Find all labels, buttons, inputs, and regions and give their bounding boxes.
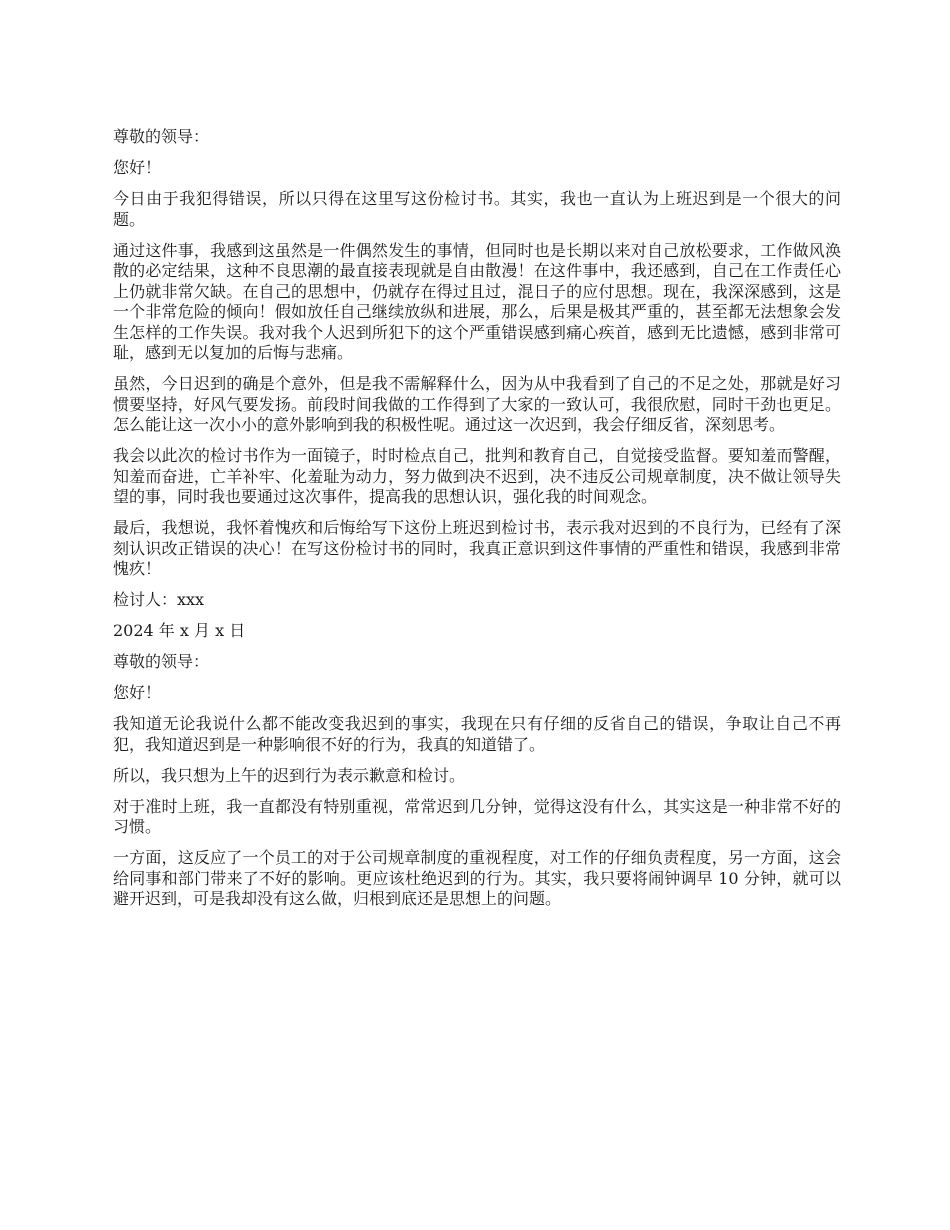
body-paragraph: 我知道无论我说什么都不能改变我迟到的事实，我现在只有仔细的反省自己的错误，争取让自己不再犯，我知道迟到是一种影响很不好的行为，我真的知道错了。 <box>113 714 841 754</box>
greeting: 您好！ <box>113 683 162 702</box>
body-paragraph: 最后，我想说，我怀着愧疚和后悔给写下这份上班迟到检讨书，表示我对迟到的不良行为，已经有了深刻认识改正错误的决心！在写这份检讨书的同时，我真正意识到这件事情的严重性和错误，我感到非常愧疚！ <box>113 518 841 578</box>
body-paragraph: 今日由于我犯得错误，所以只得在这里写这份检讨书。其实，我也一直认为上班迟到是一个很大的问题。 <box>113 189 841 229</box>
document-body <box>113 127 841 920</box>
date-line: 2024 年 x 月 x 日 <box>113 621 246 640</box>
greeting: 您好！ <box>113 158 162 177</box>
body-paragraph: 通过这件事，我感到这虽然是一件偶然发生的事情，但同时也是长期以来对自己放松要求，工作做风涣散的必定结果，这种不良思潮的最直接表现就是自由散漫！在这件事中，我还感到，自己在工作责任心上仍就非常欠缺。在自己的思想中，仍就存在得过且过，混日子的应付思想。现在，我深深感到，这是一个非常危险的倾向！假如放任自己继续放纵和进展，那么，后果是极其严重的，甚至都无法想象会发生怎样的工作失误。我对我个人迟到所犯下的这个严重错误感到痛心疾首，感到无比遗憾，感到非常可耻，感到无以复加的后悔与悲痛。 <box>113 240 841 362</box>
body-paragraph: 所以，我只想为上午的迟到行为表示歉意和检讨。 <box>113 765 466 785</box>
salutation: 尊敬的领导： <box>113 652 210 671</box>
signature-line: 检讨人：xxx <box>113 590 205 609</box>
salutation: 尊敬的领导： <box>113 127 210 146</box>
body-paragraph: 一方面，这反应了一个员工的对于公司规章制度的重视程度，对工作的仔细负责程度，另一方面，这会给同事和部门带来了不好的影响。更应该杜绝迟到的行为。其实，我只要将闹钟调早 10 分钟，就可以避开迟到，可是我却没有这么做，归根到底还是思想上的问题。 <box>113 848 841 908</box>
body-paragraph: 对于准时上班，我一直都没有特别重视，常常迟到几分钟，觉得这没有什么，其实这是一种非常不好的习惯。 <box>113 796 841 836</box>
body-paragraph: 虽然，今日迟到的确是个意外，但是我不需解释什么，因为从中我看到了自己的不足之处，那就是好习惯要坚持，好风气要发扬。前段时间我做的工作得到了大家的一致认可，我很欣慰，同时干劲也更足。怎么能让这一次小小的意外影响到我的积极性呢。通过这一次迟到，我会仔细反省，深刻思考。 <box>113 374 841 434</box>
body-paragraph: 我会以此次的检讨书作为一面镜子，时时检点自己，批判和教育自己，自觉接受监督。要知羞而警醒，知羞而奋进，亡羊补牢、化羞耻为动力，努力做到决不迟到，决不违反公司规章制度，决不做让领导失望的事，同时我也要通过这次事件，提高我的思想认识，强化我的时间观念。 <box>113 446 841 506</box>
